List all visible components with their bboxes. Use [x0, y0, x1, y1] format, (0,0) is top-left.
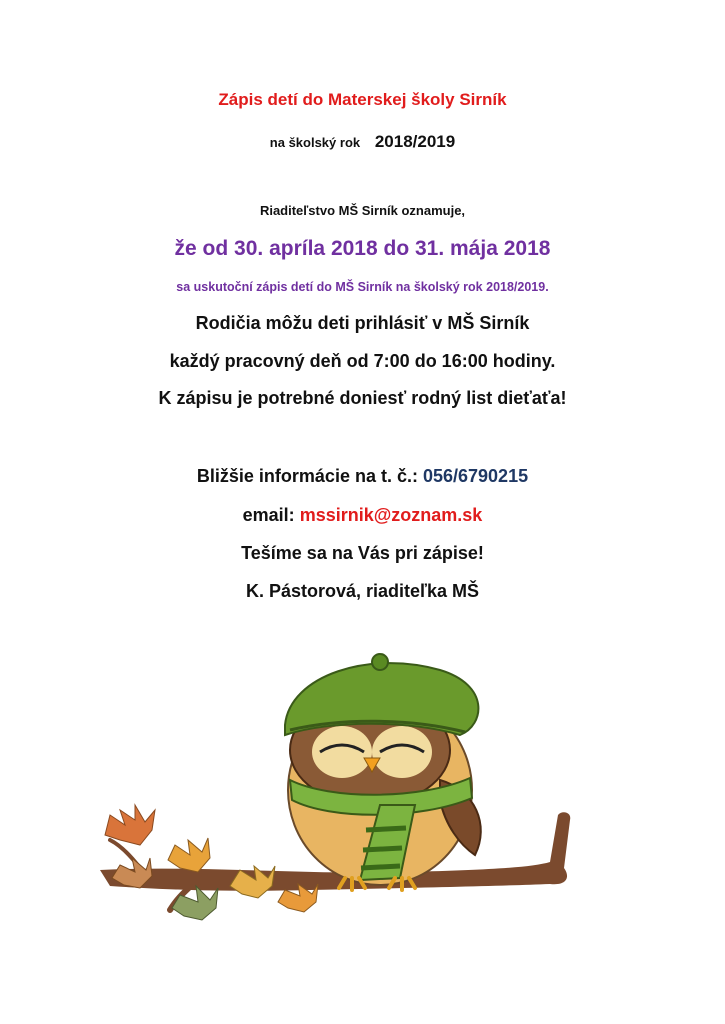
school-year-prefix: na školský rok	[269, 135, 361, 150]
email-line	[0, 505, 725, 526]
info-line-1: Rodičia môžu deti prihlásiť v MŠ Sirník	[195, 313, 530, 333]
owl-on-branch-icon	[80, 640, 600, 940]
owl-icon	[285, 654, 481, 890]
email-address[interactable]: mssirnik@zoznam.sk	[299, 505, 483, 525]
signature-line: K. Pástorová, riaditeľka MŠ	[245, 581, 479, 601]
phone-line	[0, 466, 725, 487]
closing-line: Tešíme sa na Vás pri zápise!	[241, 543, 484, 563]
flyer-title: Zápis detí do Materskej školy Sirník	[218, 90, 507, 109]
enrollment-dates: že od 30. apríla 2018 do 31. mája 2018	[174, 237, 551, 260]
phone-number: 056/6790215	[422, 466, 529, 486]
enrollment-detail: sa uskutoční zápis detí do MŠ Sirník na školský rok 2018/2019.	[176, 280, 549, 294]
phone-prefix: Bližšie informácie na t. č.:	[196, 466, 418, 486]
school-year: 2018/2019	[374, 132, 456, 151]
leaves-icon	[105, 805, 318, 920]
info-line-3: K zápisu je potrebné doniesť rodný list dieťaťa!	[158, 388, 567, 408]
announcement-intro: Riaditeľstvo MŠ Sirník oznamuje,	[259, 203, 466, 218]
school-year-line	[0, 132, 725, 152]
info-line-2: každý pracovný deň od 7:00 do 16:00 hodiny.	[169, 351, 556, 371]
email-prefix: email:	[242, 505, 295, 525]
